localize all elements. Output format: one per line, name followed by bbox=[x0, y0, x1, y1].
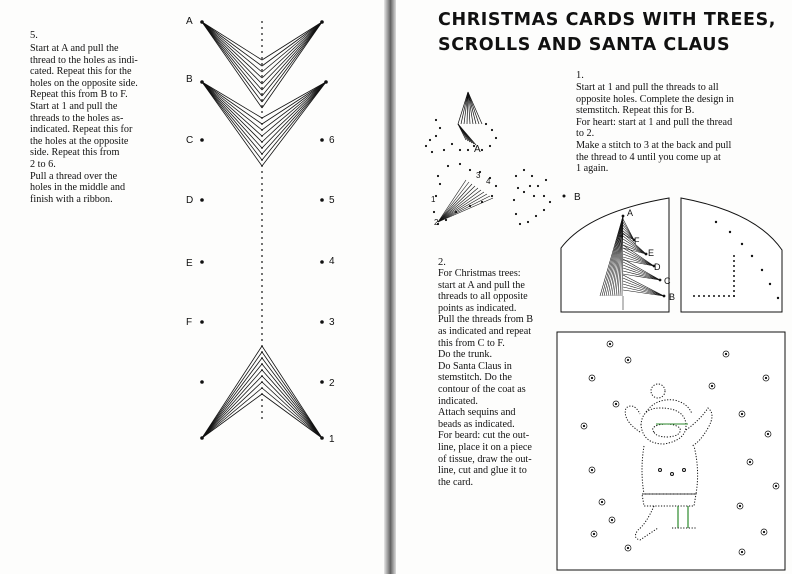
tree-label-b: B bbox=[669, 292, 676, 302]
tree-label-a: A bbox=[627, 208, 634, 218]
tree-card-right-half bbox=[681, 198, 782, 312]
label-scroll-a: A bbox=[474, 144, 481, 155]
step-2-line: of tissue, draw the out- bbox=[438, 453, 532, 465]
diagram-letter: C bbox=[186, 135, 194, 146]
step-2-line: points as indicated. bbox=[438, 302, 517, 314]
instruction-line: thread to the holes as indi- bbox=[30, 54, 138, 66]
instruction-line: threads to the holes as- bbox=[30, 112, 124, 124]
heart-num-2: 2 bbox=[434, 218, 439, 227]
step-2-line: start at A and pull the bbox=[438, 279, 525, 291]
step-2-line: threads to all opposite bbox=[438, 291, 528, 303]
santa-card-diagram bbox=[557, 332, 785, 570]
step-1-line: opposite holes. Complete the design in bbox=[576, 93, 734, 105]
diagram-number: 6 bbox=[329, 135, 335, 146]
step-2-line: stemstitch. Do the bbox=[438, 372, 512, 384]
diagram-letter: B bbox=[186, 74, 193, 85]
instruction-line: indicated. Repeat this for bbox=[30, 124, 133, 136]
instruction-line: Start at A and pull the bbox=[30, 43, 119, 54]
step-1-line: For heart: start at 1 and pull the thread bbox=[576, 116, 733, 128]
step-2-line: Do Santa Claus in bbox=[438, 360, 512, 372]
page-title: CHRISTMAS CARDS WITH TREES, SCROLLS AND SANTA CLAUS bbox=[438, 10, 777, 55]
step-1-line: stemstitch. Repeat this for B. bbox=[576, 105, 695, 117]
step-1-line: Start at 1 and pull the threads to all bbox=[576, 82, 719, 93]
diagram-letter: E bbox=[186, 258, 193, 269]
instruction-line: the holes at the opposite bbox=[30, 135, 129, 147]
step-2-line: indicated. bbox=[438, 395, 478, 407]
step-2-line: beads as indicated. bbox=[438, 418, 515, 430]
step-2-line: the card. bbox=[438, 476, 474, 488]
tree-label-d: D bbox=[654, 262, 661, 272]
diagram-letter: F bbox=[186, 317, 193, 328]
diagram-number: 2 bbox=[329, 378, 335, 389]
step-1-line: the thread to 4 until you come up at bbox=[576, 151, 721, 163]
instruction-line: holes on the opposite side. bbox=[30, 77, 138, 89]
instruction-line: Start at 1 and pull the bbox=[30, 100, 118, 112]
diagram-number: 4 bbox=[329, 256, 335, 267]
diagram-number: 1 bbox=[329, 434, 335, 445]
step-2-line: as indicated and repeat bbox=[438, 325, 532, 337]
step-2-line: Attach sequins and bbox=[438, 407, 516, 419]
step-2-line: Pull the threads from B bbox=[438, 314, 534, 326]
heart-scroll-diagram bbox=[431, 163, 581, 227]
step-2-line: this from C to F. bbox=[438, 337, 505, 349]
diagram-number: 3 bbox=[329, 317, 335, 328]
step-2-line: For beard: cut the out- bbox=[438, 430, 530, 442]
tree-label-e: E bbox=[648, 248, 655, 258]
step-2-line: line, place it on a piece bbox=[438, 441, 532, 453]
step-1-line: Make a stitch to 3 at the back and pull bbox=[576, 139, 732, 151]
diagram-number: 5 bbox=[329, 195, 335, 206]
instruction-line: 2 to 6. bbox=[30, 158, 56, 170]
step-2-line: Do the trunk. bbox=[438, 349, 493, 361]
step-number-2: 2. bbox=[438, 257, 446, 268]
right-page bbox=[396, 0, 792, 574]
instruction-line: holes in the middle and bbox=[30, 182, 126, 194]
diagram-letter: D bbox=[186, 195, 194, 206]
step-2-line: line, cut and glue it to bbox=[438, 465, 527, 477]
mini-tree-scroll-diagram bbox=[425, 92, 497, 155]
instruction-line: side. Repeat this from bbox=[30, 147, 120, 159]
label-scroll-b: B bbox=[574, 192, 581, 203]
step-2-line: contour of the coat as bbox=[438, 383, 526, 395]
instruction-line: Pull a thread over the bbox=[30, 170, 118, 182]
tree-card-left-half bbox=[561, 198, 675, 312]
diagram-letter: A bbox=[186, 16, 193, 27]
step-number-5: 5. bbox=[30, 30, 38, 41]
instruction-line: finish with a ribbon. bbox=[30, 193, 113, 205]
tree-label-c: C bbox=[664, 276, 671, 286]
left-page bbox=[0, 0, 384, 574]
heart-num-1: 1 bbox=[431, 195, 436, 204]
arrow-string-art-diagram bbox=[0, 0, 384, 574]
step-1-line: to 2. bbox=[576, 128, 595, 140]
step-2-line: For Christmas trees: bbox=[438, 268, 521, 279]
heart-num-4: 4 bbox=[486, 177, 491, 186]
heart-num-3: 3 bbox=[476, 171, 481, 180]
step-1-line: 1 again. bbox=[576, 163, 609, 175]
tree-label-f: F bbox=[634, 236, 640, 246]
instruction-line: cated. Repeat this for the bbox=[30, 66, 132, 78]
step-number-1: 1. bbox=[576, 70, 584, 81]
instruction-line: Repeat this from B to F. bbox=[30, 89, 128, 101]
